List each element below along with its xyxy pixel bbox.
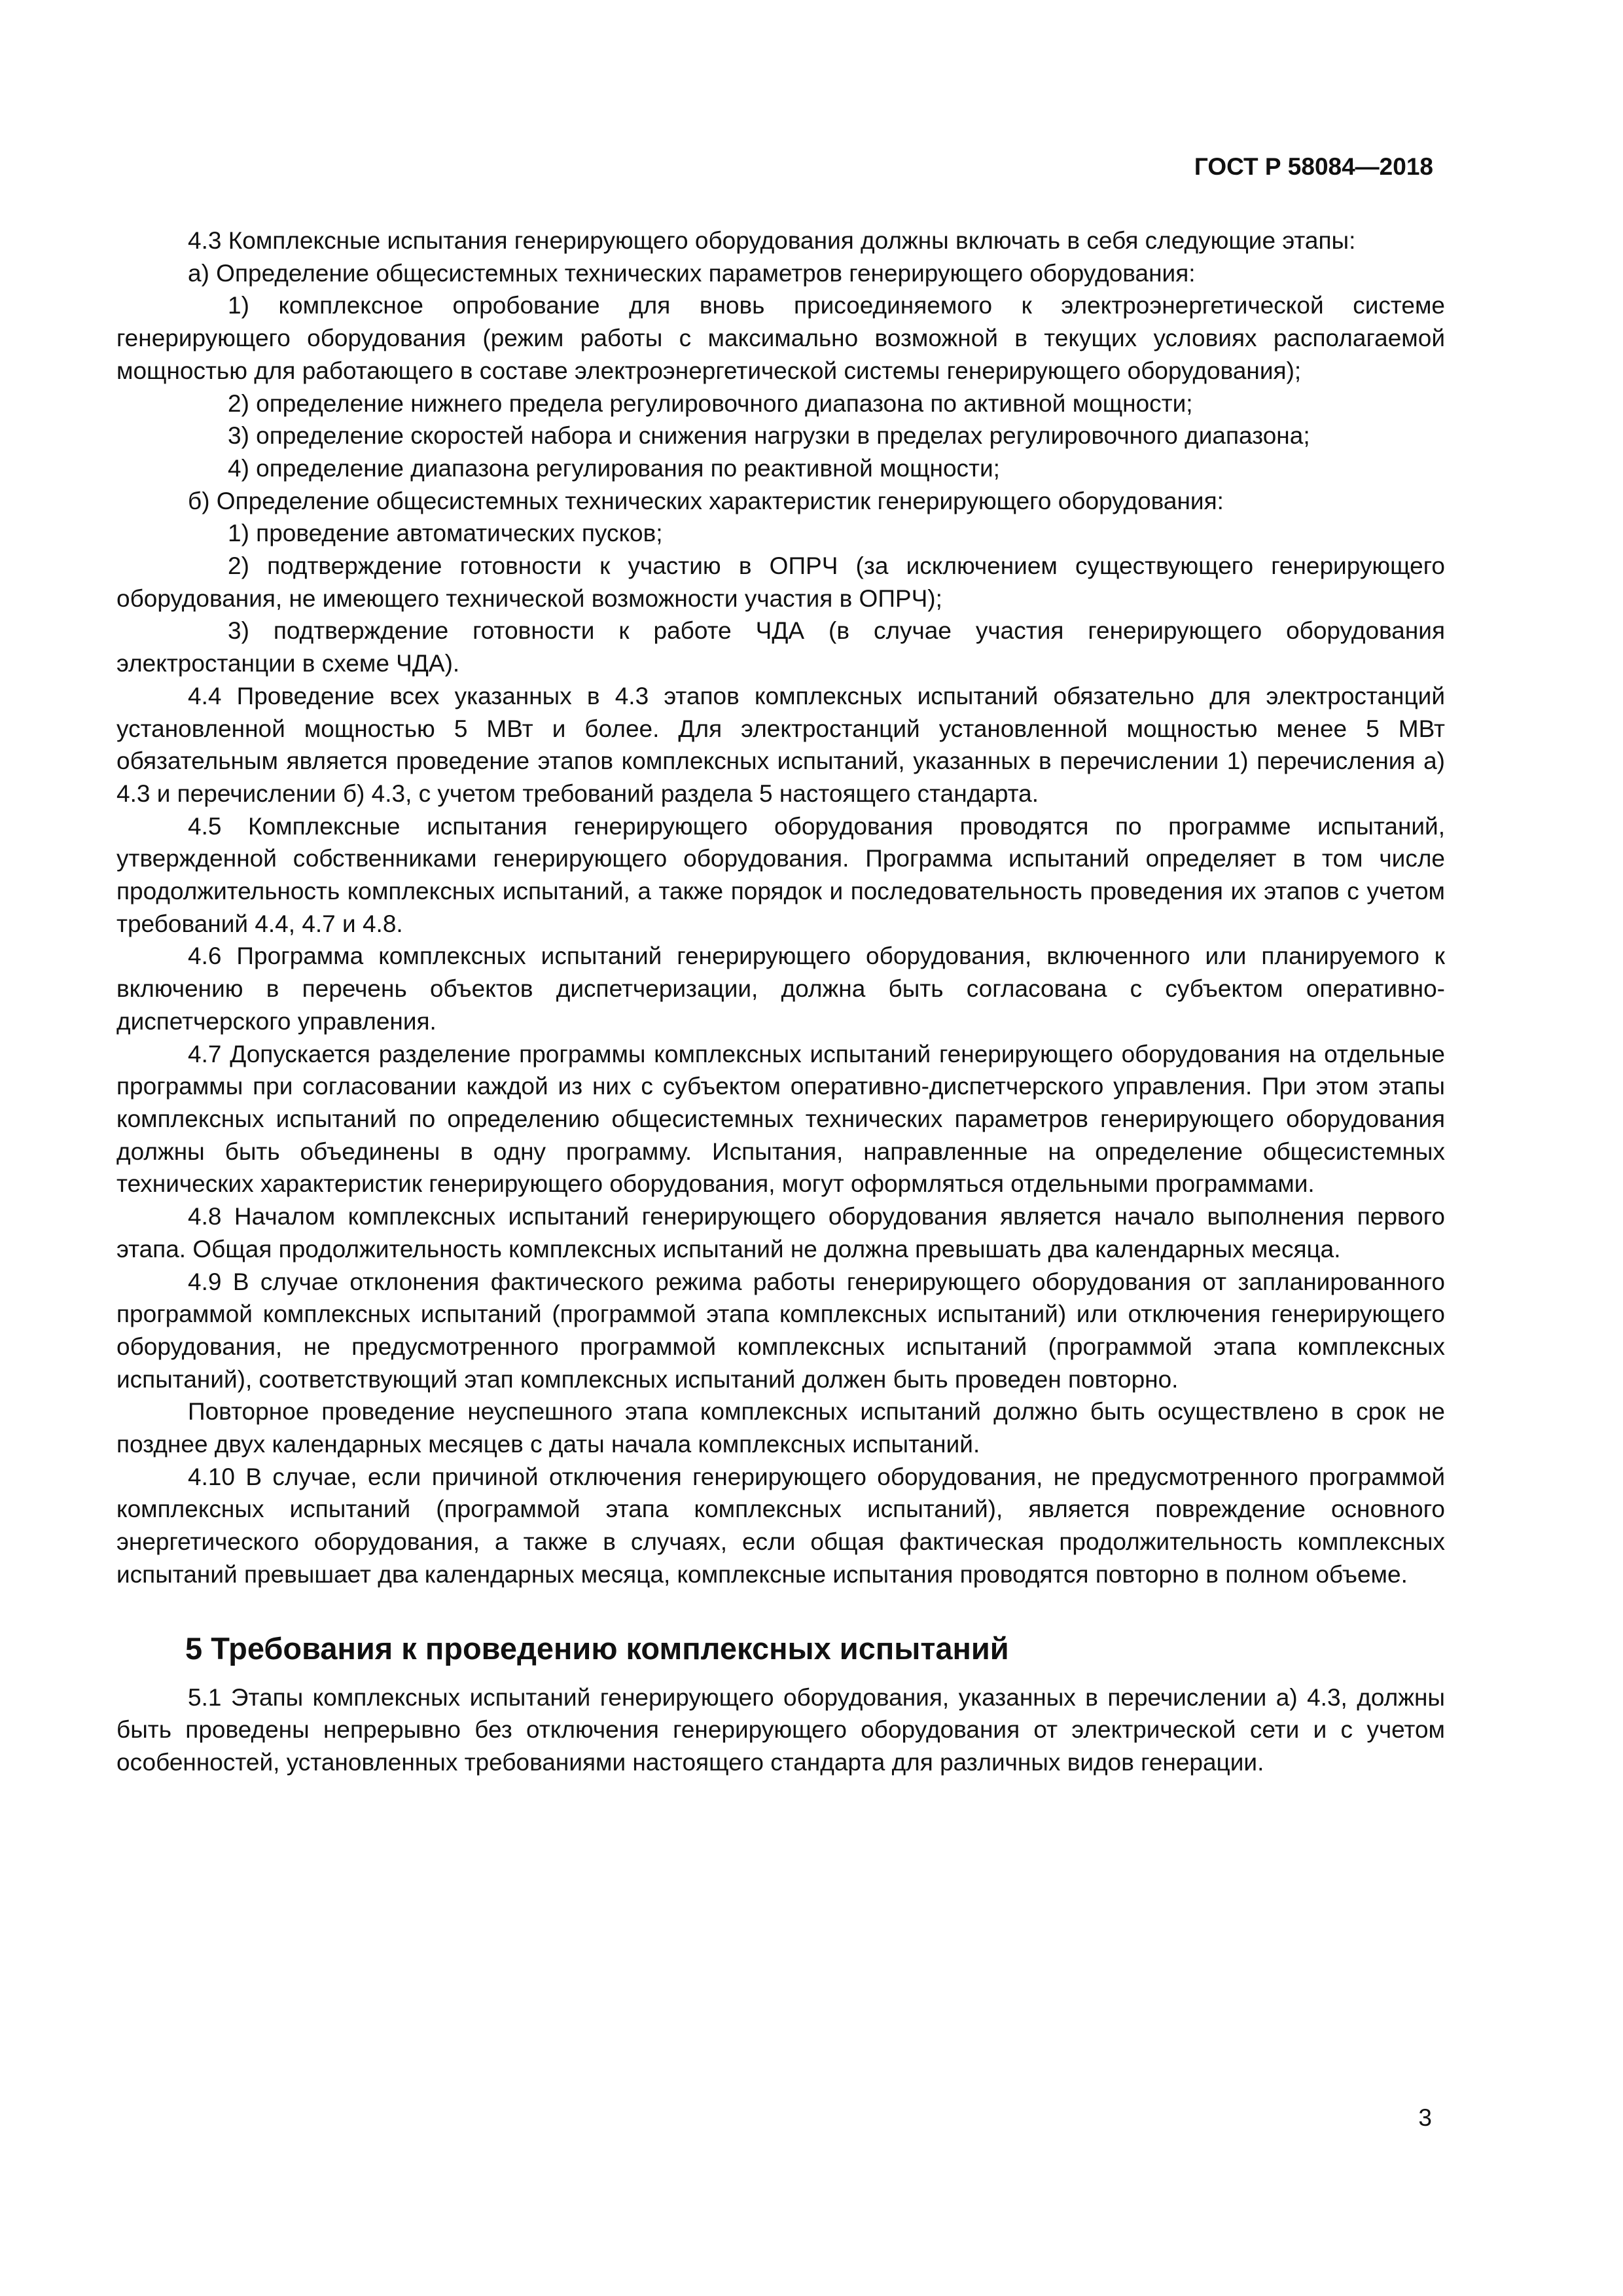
section-5-paragraph-0: 5.1 Этапы комплексных испытаний генерирующего оборудования, указанных в перечислении а) 4.3, должны быть проведены непрерывно без отключения генерирующего оборудования от электрической сети и с учетом особенностей, установленных требованиями настоящего стандарта для различных видов генерации.: [116, 1683, 1445, 1776]
paragraph-7: 1) проведение автоматических пусков;: [228, 520, 663, 547]
paragraph-17: 4.10 В случае, если причиной отключения генерирующего оборудования, не предусмотренного программой комплексных испытаний (программой этапа комплексных испытаний), является повреждение основного энергетического оборудования, а также в случаях, если общая фактическая продолжительность комплексных испытаний превышает два календарных месяца, комплексные испытания проводятся повторно в полном объеме.: [116, 1463, 1445, 1588]
document-code-header: ГОСТ Р 58084—2018: [1194, 153, 1433, 180]
paragraph-15: 4.9 В случае отклонения фактического режима работы генерирующего оборудования от запланированного программой комплексных испытаний (программой этапа комплексных испытаний) или отключения генерирующего оборудования, не предусмотренного программой комплексных испытаний (программой этапа комплексных испытаний), соответствующий этап комплексных испытаний должен быть проведен повторно.: [116, 1268, 1445, 1393]
paragraph-4: 3) определение скоростей набора и снижения нагрузки в пределах регулировочного диапазона;: [228, 422, 1310, 450]
paragraph-9: 3) подтверждение готовности к работе ЧДА (в случае участия генерирующего оборудования электростанции в схеме ЧДА).: [116, 617, 1445, 677]
paragraph-16: Повторное проведение неуспешного этапа комплексных испытаний должно быть осуществлено в срок не позднее двух календарных месяцев с даты начала комплексных испытаний.: [116, 1398, 1445, 1458]
paragraph-11: 4.5 Комплексные испытания генерирующего оборудования проводятся по программе испытаний, утвержденной собственниками генерирующего оборудования. Программа испытаний определяет в том числе продолжительность комплексных испытаний, а также порядок и последовательность проведения их этапов с учетом требований 4.4, 4.7 и 4.8.: [116, 812, 1445, 937]
paragraph-6: б) Определение общесистемных технических характеристик генерирующего оборудования:: [188, 487, 1224, 514]
paragraph-13: 4.7 Допускается разделение программы комплексных испытаний генерирующего оборудования на отдельные программы при согласовании каждой из них с субъектом оперативно-диспетчерского управления. При этом этапы комплексных испытаний по определению общесистемных технических параметров генерирующего оборудования должны быть объединены в одну программу. Испытания, направленные на определение общесистемных технических характеристик генерирующего оборудования, могут оформляться отдельными программами.: [116, 1040, 1445, 1198]
paragraphs-after-section: [116, 1681, 1445, 1779]
paragraph-5: 4) определение диапазона регулирования по реактивной мощности;: [228, 454, 1000, 482]
paragraphs-before-section: [116, 224, 1445, 1591]
document-body: [116, 224, 1445, 1779]
paragraph-10: 4.4 Проведение всех указанных в 4.3 этапов комплексных испытаний обязательно для электростанций установленной мощностью 5 МВт и более. Для электростанций установленной мощностью менее 5 МВт обязательным является проведение этапов комплексных испытаний, указанных в перечислении 1) перечисления а) 4.3 и перечислении б) 4.3, с учетом требований раздела 5 настоящего стандарта.: [116, 682, 1445, 807]
paragraph-2: 1) комплексное опробование для вновь присоединяемого к электроэнергетической системе генерирующего оборудования (режим работы с максимально возможной в текущих условиях располагаемой мощностью для работающего в составе электроэнергетической системы генерирующего оборудования);: [116, 292, 1445, 384]
paragraph-8: 2) подтверждение готовности к участию в ОПРЧ (за исключением существующего генерирующего оборудования, не имеющего технической возможности участия в ОПРЧ);: [116, 552, 1445, 612]
paragraph-0: 4.3 Комплексные испытания генерирующего оборудования должны включать в себя следующие этапы:: [188, 227, 1356, 254]
paragraph-12: 4.6 Программа комплексных испытаний генерирующего оборудования, включенного или планируемого к включению в перечень объектов диспетчеризации, должна быть согласована с субъектом оперативно-диспетчерского управления.: [116, 942, 1445, 1035]
paragraph-1: а) Определение общесистемных технических параметров генерирующего оборудования:: [188, 259, 1196, 287]
paragraph-14: 4.8 Началом комплексных испытаний генерирующего оборудования является начало выполнения первого этапа. Общая продолжительность комплексных испытаний не должна превышать два календарных месяца.: [116, 1203, 1445, 1263]
paragraph-3: 2) определение нижнего предела регулировочного диапазона по активной мощности;: [228, 389, 1193, 417]
section-5-title: 5 Требования к проведению комплексных испытаний: [185, 1630, 1009, 1666]
page-number: 3: [1418, 2104, 1432, 2131]
